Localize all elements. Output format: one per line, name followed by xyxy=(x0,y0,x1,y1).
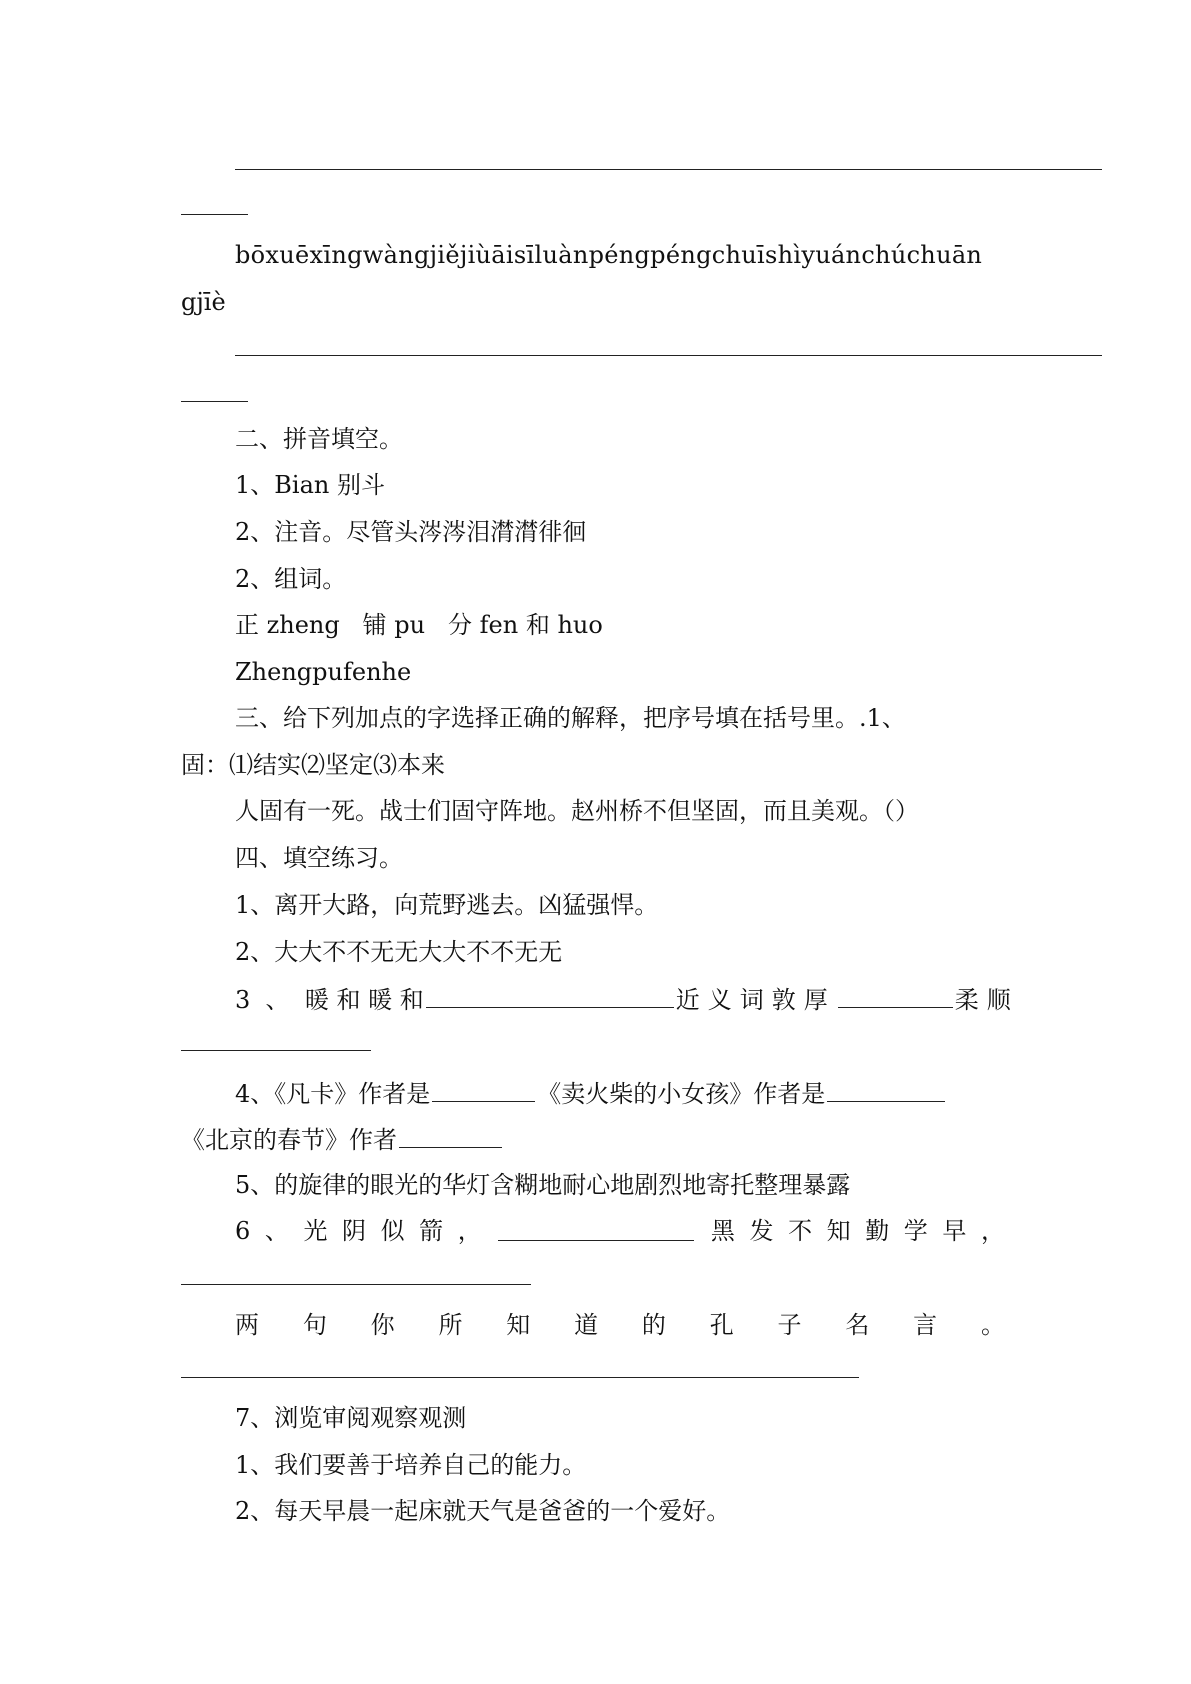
section-4-title: 四、填空练习。 xyxy=(235,844,403,872)
question-4-7: 7、浏览审阅观察观测 xyxy=(235,1404,467,1432)
blank[interactable] xyxy=(498,1216,694,1241)
char-huo: 和 huo xyxy=(525,611,603,639)
question-2-3: 2、组词。 xyxy=(235,565,347,593)
question-2-1: 1、Bian 别斗 xyxy=(235,471,385,499)
synonym-label: 近义词敦厚 xyxy=(675,986,836,1014)
blank[interactable] xyxy=(827,1077,945,1102)
blank[interactable] xyxy=(426,983,674,1008)
char-fen: 分 fen xyxy=(448,611,519,639)
sentence-2: 2、每天早晨一起床就天气是爸爸的一个爱好。 xyxy=(235,1497,731,1525)
char-pu: 铺 pu xyxy=(362,611,426,639)
question-4-3: 3 、 暖 和 暖 和 近义词敦厚 柔顺 xyxy=(235,983,1019,1015)
question-4-6: 6 、 光 阴 似 箭 ， 黑 发 不 知 勤 学 早 ， xyxy=(235,1217,1005,1245)
pinyin-line-1: bōxuēxīngwàngjiějiùāisīluànpéngpéngchuīshìyuánchúchuān xyxy=(235,241,983,269)
question-4-4-cont: 《北京的春节》作者 xyxy=(181,1123,504,1155)
pinyin-answer-row: Zhengpufenhe xyxy=(235,658,412,686)
question-4-1: 1、离开大路，向荒野逃去。凶猛强悍。 xyxy=(235,891,659,919)
section-3-options: 固：⑴结实⑵坚定⑶本来 xyxy=(181,751,445,779)
blank[interactable] xyxy=(399,1123,502,1148)
question-4-2: 2、大大不不无无大大不不无无 xyxy=(235,938,563,966)
answer-line xyxy=(181,1050,371,1051)
pinyin-line-2: gjīè xyxy=(181,288,226,316)
section-2-title: 二、拼音填空。 xyxy=(235,425,403,453)
question-4-4: 4、《凡卡》作者是 《卖火柴的小女孩》作者是 xyxy=(235,1077,947,1109)
sentence-1: 1、我们要善于培养自己的能力。 xyxy=(235,1451,587,1479)
blank[interactable] xyxy=(432,1077,535,1102)
answer-line-tail xyxy=(181,214,248,215)
answer-line xyxy=(235,169,1102,170)
answer-line xyxy=(235,355,1102,356)
answer-line-tail xyxy=(181,401,248,402)
question-2-2: 2、注音。尽管头涔涔泪潸潸徘徊 xyxy=(235,518,587,546)
blank[interactable] xyxy=(838,983,953,1008)
answer-line xyxy=(181,1377,859,1378)
char-pinyin-row xyxy=(235,610,603,640)
question-4-6-confucius: 两 句 你 所 知 道 的 孔 子 名 言 。 xyxy=(235,1311,1005,1339)
question-4-5: 5、的旋律的眼光的华灯含糊地耐心地剧烈地寄托整理暴露 xyxy=(235,1171,851,1199)
char-zheng: 正 zheng xyxy=(235,611,340,639)
soft-label: 柔顺 xyxy=(954,986,1019,1014)
section-3-sentence: 人固有一死。战士们固守阵地。赵州桥不但坚固，而且美观。（） xyxy=(235,797,919,825)
section-3-title: 三、给下列加点的字选择正确的解释，把序号填在括号里。.1、 xyxy=(235,704,906,732)
answer-line xyxy=(181,1284,531,1285)
